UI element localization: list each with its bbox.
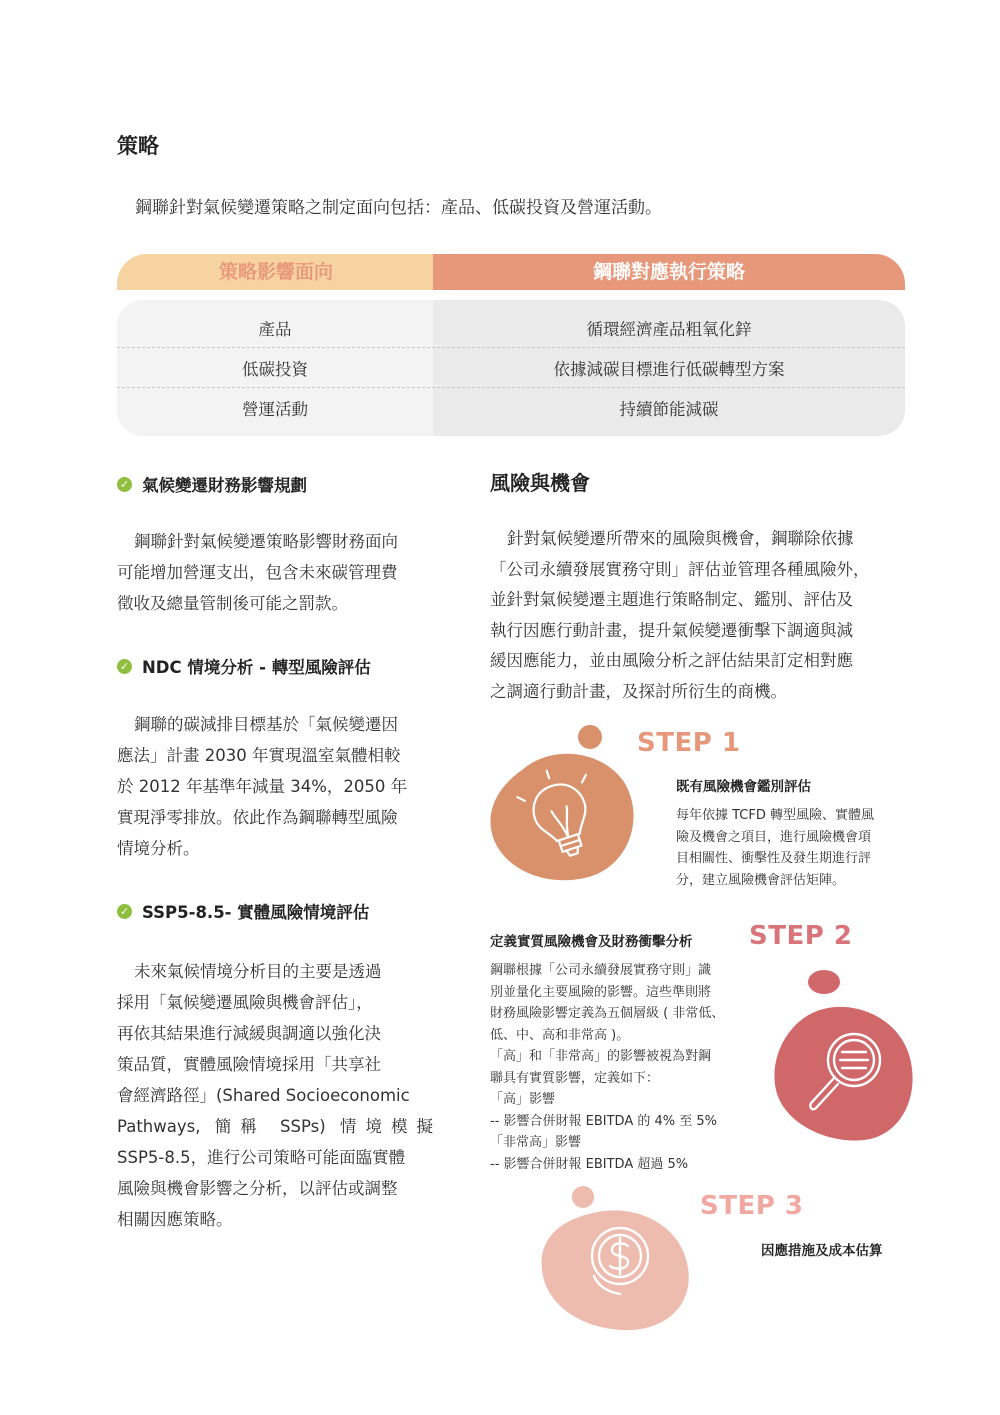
step1-label: STEP 1 [637, 728, 741, 758]
text-line: 每年依據 TCFD 轉型風險、實體風 [676, 808, 875, 823]
paragraph-ndc [117, 709, 433, 864]
text-line: 別並量化主要風險的影響。這些準則將 [490, 984, 712, 1000]
text-line: 聯具有實質影響，定義如下： [490, 1070, 660, 1086]
text-line: 目相關性、衝擊性及發生期進行評 [676, 851, 872, 866]
intro-text: 鋼聯針對氣候變遷策略之制定面向包括：產品、低碳投資及營運活動。 [135, 198, 662, 218]
text-line: 會經濟路徑」(Shared Socioeconomic [117, 1086, 410, 1105]
table-cell-strategy: 依據減碳目標進行低碳轉型方案 [553, 360, 785, 379]
step3-dot [572, 1186, 594, 1208]
step3-label: STEP 3 [700, 1191, 804, 1221]
paragraph-financial [117, 526, 433, 619]
step1-blob [482, 722, 647, 882]
section-heading-ssp [117, 899, 369, 923]
text-line: 採用「氣候變遷風險與機會評估」， [117, 993, 373, 1012]
table-row [117, 348, 905, 388]
table-row [117, 308, 905, 348]
text-line: SSP5-8.5，進行公司策略可能面臨實體 [117, 1148, 406, 1167]
check-icon: ✓ [117, 904, 132, 919]
text-line: 再依其結果進行減緩與調適以強化決 [117, 1024, 381, 1043]
page-title: 策略 [117, 134, 159, 158]
text-line: 財務風險影響定義為五個層級 ( 非常低、 [490, 1006, 725, 1021]
check-icon: ✓ [117, 659, 132, 674]
text-line: 「高」影響 [490, 1092, 556, 1107]
paragraph-risk [490, 524, 906, 707]
text-line: -- 影響合併財報 EBITDA 的 4% 至 5% [490, 1113, 718, 1129]
text-line: 於 2012 年基準年減量 34%，2050 年 [117, 777, 408, 796]
check-icon: ✓ [117, 477, 132, 492]
text-line: 風險與機會影響之分析，以評估或調整 [117, 1179, 398, 1198]
text-line: 執行因應行動計畫，提升氣候變遷衝擊下調適與減 [490, 620, 853, 640]
table-header-strategy [433, 254, 905, 290]
text-line: 低、中、高和非常高 )。 [490, 1027, 630, 1043]
step2-dot [808, 970, 840, 994]
text-line: 未來氣候情境分析目的主要是透過 [134, 962, 382, 981]
text-line: 情境分析。 [117, 839, 200, 858]
table-cell-aspect: 營運活動 [242, 400, 308, 419]
section-heading-ndc [117, 654, 371, 678]
step1-shape [490, 754, 633, 881]
section-heading-ndc-label: NDC 情境分析 - 轉型風險評估 [142, 658, 371, 677]
step1-title: 既有風險機會鑑別評估 [676, 779, 811, 795]
step2-text [490, 960, 724, 1175]
table-header-aspect-label: 策略影響面向 [218, 261, 333, 283]
step2-label: STEP 2 [749, 921, 853, 951]
text-line: 緩因應能力，並由風險分析之評估結果訂定相對應 [490, 651, 853, 670]
text-line: 「高」和「非常高」的影響被視為對鋼 [490, 1049, 712, 1064]
text-line: 鋼聯根據「公司永續發展實務守則」識 [490, 963, 712, 978]
text-line: 「非常高」影響 [490, 1135, 582, 1150]
text-line: 險及機會之項目，進行風險機會項 [676, 829, 872, 845]
text-line: 分，建立風險機會評估矩陣。 [676, 872, 846, 888]
table-cell-aspect: 產品 [258, 320, 292, 339]
text-line: 策品質，實體風險情境採用「共享社 [117, 1055, 381, 1074]
section-heading-financial [117, 472, 307, 496]
table-cell-aspect: 低碳投資 [242, 360, 308, 379]
text-line: 針對氣候變遷所帶來的風險與機會，鋼聯除依據 [507, 529, 854, 548]
text-line: 應法」計畫 2030 年實現溫室氣體相較 [117, 746, 401, 765]
step1-text [676, 805, 874, 891]
text-line: 鋼聯的碳減排目標基於「氣候變遷因 [134, 715, 398, 734]
step2-blob [768, 966, 916, 1144]
table-cell-strategy: 循環經濟產品粗氧化鋅 [586, 320, 752, 339]
text-line: 相關因應策略。 [117, 1210, 233, 1229]
table-cell-strategy: 持續節能減碳 [619, 400, 719, 419]
step2-title: 定義實質風險機會及財務衝擊分析 [490, 934, 693, 950]
text-line: 鋼聯針對氣候變遷策略影響財務面向 [134, 532, 398, 551]
section-heading-financial-label: 氣候變遷財務影響規劃 [142, 476, 307, 495]
text-line: -- 影響合併財報 EBITDA 超過 5% [490, 1156, 689, 1172]
text-line: 之調適行動計畫，及探討所衍生的商機。 [490, 681, 787, 701]
step3-blob [538, 1182, 694, 1334]
text-line: 並針對氣候變遷主題進行策略制定、鑑別、評估及 [490, 590, 853, 609]
text-line: 「公司永續發展實務守則」評估並管理各種風險外， [490, 559, 870, 579]
step3-title: 因應措施及成本估算 [761, 1243, 883, 1259]
paragraph-ssp [117, 956, 433, 1235]
text-line: 徵收及總量管制後可能之罰款。 [117, 594, 348, 613]
table-header-strategy-label: 鋼聯對應執行策略 [592, 261, 745, 283]
table-header-aspect [117, 254, 435, 290]
text-line: Pathways, 簡稱 SSPs) 情境模擬 [117, 1117, 433, 1136]
step2-shape [774, 1007, 912, 1141]
text-line: 實現淨零排放。依此作為鋼聯轉型風險 [117, 808, 398, 827]
section-heading-ssp-label: SSP5-8.5- 實體風險情境評估 [142, 903, 370, 922]
risk-heading: 風險與機會 [490, 471, 590, 495]
table-row [117, 388, 905, 428]
step1-dot [578, 725, 602, 749]
text-line: 可能增加營運支出，包含未來碳管理費 [117, 563, 398, 582]
